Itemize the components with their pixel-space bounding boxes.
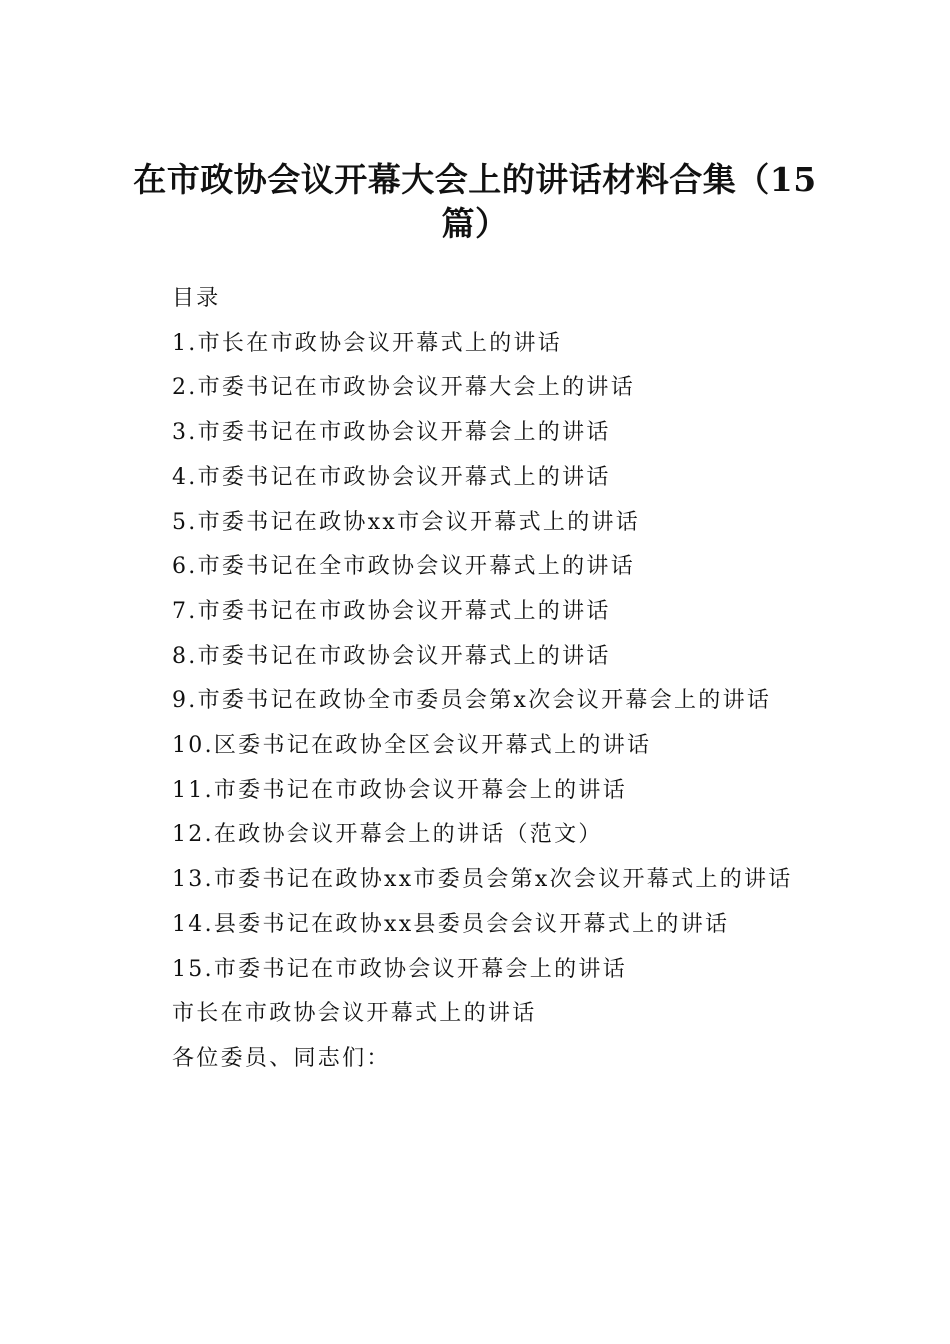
toc-item-6: 6.市委书记在全市政协会议开幕式上的讲话 — [172, 554, 635, 580]
toc-item-11: 11.市委书记在市政协会议开幕会上的讲话 — [172, 777, 627, 803]
toc-item-12: 12.在政协会议开幕会上的讲话（范文） — [172, 822, 603, 848]
toc-heading: 目录 — [172, 286, 221, 311]
toc-item-4: 4.市委书记在市政协会议开幕式上的讲话 — [172, 464, 611, 490]
toc-item-5: 5.市委书记在政协xx市会议开幕式上的讲话 — [172, 509, 641, 535]
table-of-contents — [120, 277, 832, 1082]
toc-item-8: 8.市委书记在市政协会议开幕式上的讲话 — [172, 643, 611, 669]
toc-item-13: 13.市委书记在政协xx市委员会第x次会议开幕式上的讲话 — [172, 867, 793, 893]
toc-item-15: 15.市委书记在市政协会议开幕会上的讲话 — [172, 956, 627, 982]
toc-item-2: 2.市委书记在市政协会议开幕大会上的讲话 — [172, 375, 635, 401]
toc-item-14: 14.县委书记在政协xx县委员会会议开幕式上的讲话 — [172, 911, 730, 937]
toc-item-3: 3.市委书记在市政协会议开幕会上的讲话 — [172, 420, 611, 446]
toc-item-1: 1.市长在市政协会议开幕式上的讲话 — [172, 330, 563, 356]
toc-item-10: 10.区委书记在政协全区会议开幕式上的讲话 — [172, 733, 652, 759]
salutation: 各位委员、同志们： — [172, 1045, 391, 1071]
toc-item-9: 9.市委书记在政协全市委员会第x次会议开幕会上的讲话 — [172, 688, 772, 714]
toc-item-7: 7.市委书记在市政协会议开幕式上的讲话 — [172, 598, 611, 624]
document-title: 在市政协会议开幕大会上的讲话材料合集（15篇） — [133, 160, 817, 244]
section-title: 市长在市政协会议开幕式上的讲话 — [172, 1001, 537, 1027]
